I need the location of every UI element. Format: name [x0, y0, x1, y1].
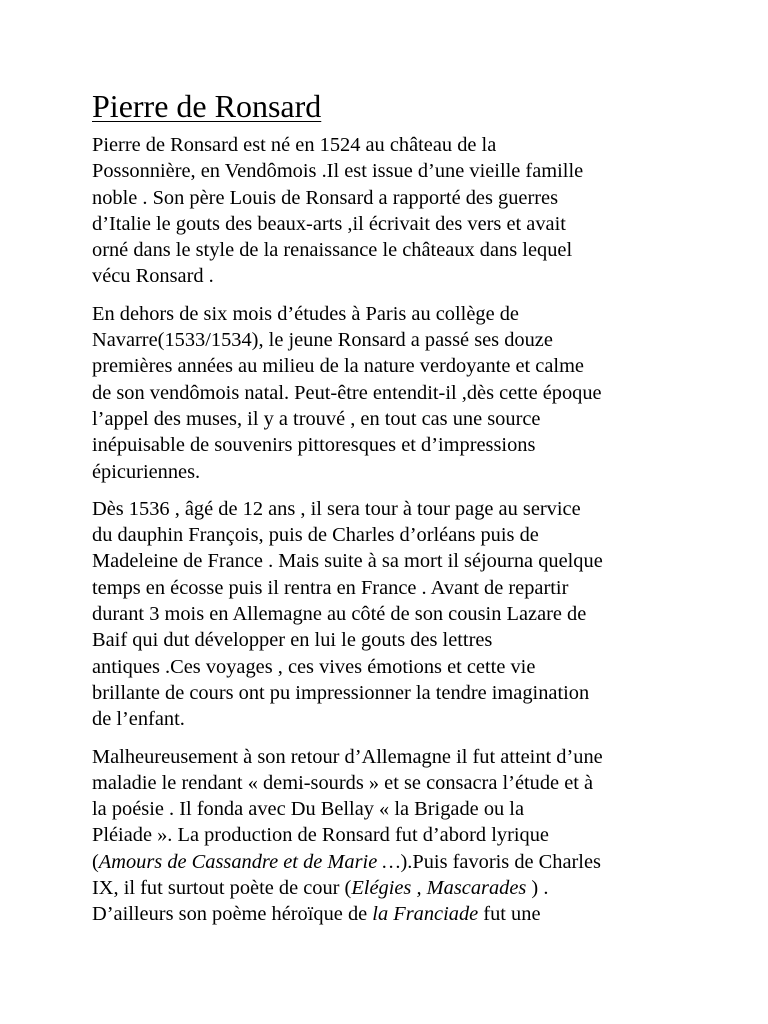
document-page [92, 86, 692, 939]
text-line [92, 158, 692, 184]
text-segment: premières années au milieu de la nature verdoyante et calme [92, 355, 584, 378]
text-line [92, 406, 692, 432]
text-line [92, 601, 692, 627]
italic-text: la Franciade [372, 903, 479, 926]
text-segment: noble . Son père Louis de Ronsard a rapporté des guerres [92, 186, 559, 209]
text-line [92, 301, 692, 327]
text-segment: Dès 1536 , âgé de 12 ans , il sera tour à tour page au service [92, 497, 581, 520]
text-line [92, 263, 692, 289]
paragraph [92, 301, 692, 485]
text-line [92, 237, 692, 263]
text-segment: Pierre de Ronsard est né en 1524 au château de la [92, 134, 497, 156]
text-line [92, 822, 692, 848]
text-line [92, 627, 692, 653]
text-segment: durant 3 mois en Allemagne au côté de son cousin Lazare de [92, 603, 587, 626]
document-body [92, 132, 692, 928]
text-segment: Possonnière, en Vendômois .Il est issue d’une vieille famille [92, 160, 584, 183]
italic-text: Amours de Cassandre et de Marie … [98, 850, 401, 873]
text-segment: Navarre(1533/1534), le jeune Ronsard a passé ses douze [92, 329, 553, 352]
text-segment: fut une [478, 903, 541, 926]
text-line [92, 770, 692, 796]
text-segment: antiques .Ces voyages , ces vives émotions et cette vie [92, 655, 536, 678]
text-segment: du dauphin François, puis de Charles d’orléans puis de [92, 524, 539, 547]
text-line [92, 901, 692, 927]
text-line [92, 796, 692, 822]
text-line [92, 849, 692, 875]
text-segment: ( [92, 850, 99, 873]
text-line [92, 132, 692, 158]
document-title: Pierre de Ronsard [92, 88, 322, 124]
text-line [92, 706, 692, 732]
text-segment: de son vendômois natal. Peut-être entendit-il ,dès cette époque [92, 381, 602, 404]
text-segment: de l’enfant. [92, 708, 185, 731]
text-line [92, 496, 692, 522]
text-segment: Baif qui dut développer en lui le gouts des lettres [92, 629, 493, 652]
text-line [92, 185, 692, 211]
text-segment: D’ailleurs son poème héroïque de [92, 903, 373, 926]
text-line [92, 548, 692, 574]
text-line [92, 522, 692, 548]
text-segment: vécu Ronsard . [92, 265, 214, 288]
text-line [92, 211, 692, 237]
paragraph [92, 496, 692, 733]
text-line [92, 380, 692, 406]
text-segment: ) . [526, 877, 549, 900]
text-segment: ).Puis favoris de Charles [400, 850, 601, 873]
text-line [92, 875, 692, 901]
paragraph [92, 744, 692, 928]
text-line [92, 654, 692, 680]
text-segment: brillante de cours ont pu impressionner la tendre imagination [92, 681, 590, 704]
text-line [92, 353, 692, 379]
text-segment: temps en écosse puis il rentra en France . Avant de repartir [92, 576, 569, 599]
text-line [92, 680, 692, 706]
text-line [92, 432, 692, 458]
text-line [92, 575, 692, 601]
text-segment: maladie le rendant « demi-sourds » et se consacra l’étude et à [92, 771, 594, 794]
text-line [92, 459, 692, 485]
text-segment: la poésie . Il fonda avec Du Bellay « la Brigade ou la [92, 798, 525, 821]
text-segment: épicuriennes. [92, 460, 201, 483]
text-segment: Pléiade ». La production de Ronsard fut d’abord lyrique [92, 824, 549, 847]
paragraph [92, 132, 692, 290]
text-line [92, 744, 692, 770]
text-segment: Madeleine de France . Mais suite à sa mort il séjourna quelque [92, 550, 603, 573]
text-segment: En dehors de six mois d’études à Paris au collège de [92, 302, 519, 325]
text-segment: Malheureusement à son retour d’Allemagne il fut atteint d’une [92, 745, 603, 768]
text-segment: IX, il fut surtout poète de cour ( [92, 877, 352, 900]
text-segment: orné dans le style de la renaissance le châteaux dans lequel [92, 239, 573, 262]
text-segment: d’Italie le gouts des beaux-arts ,il écrivait des vers et avait [92, 212, 566, 235]
text-line [92, 327, 692, 353]
italic-text: Elégies , Mascarades [351, 877, 527, 900]
text-segment: inépuisable de souvenirs pittoresques et d’impressions [92, 434, 536, 457]
text-segment: l’appel des muses, il y a trouvé , en tout cas une source [92, 407, 541, 430]
